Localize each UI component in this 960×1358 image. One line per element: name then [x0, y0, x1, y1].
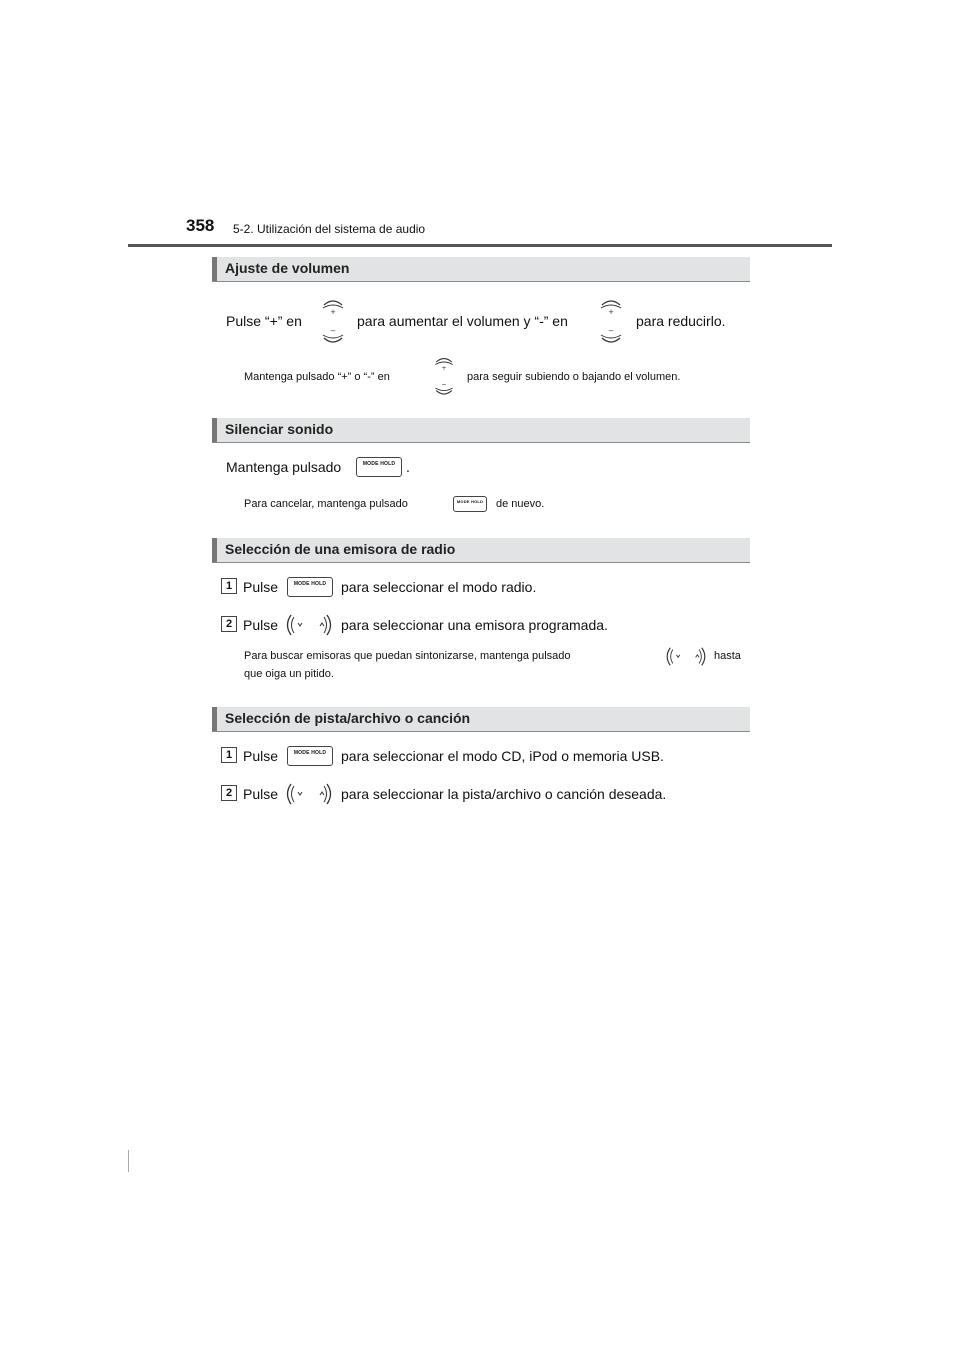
minus-icon: −: [441, 381, 447, 389]
radio-note-part3: que oiga un pitido.: [244, 668, 334, 680]
step-number: 2: [221, 616, 237, 632]
section-header-rule: [212, 562, 750, 563]
margin-mark: [128, 1150, 129, 1172]
plus-icon: +: [441, 364, 447, 372]
section-header-radio: [212, 538, 750, 562]
track-step2-part2: para seleccionar la pista/archivo o canción deseada.: [341, 786, 667, 802]
minus-icon: −: [608, 327, 614, 335]
section-header-silenciar: [212, 418, 750, 442]
volume-switch-icon: [318, 296, 348, 344]
mode-hold-button-icon: MODE HOLD: [287, 746, 333, 766]
section-header-label: Silenciar sonido: [225, 421, 334, 437]
section-header-label: Selección de pista/archivo o canción: [225, 710, 471, 726]
seek-switch-icon: [665, 646, 707, 667]
section-header-rule: [212, 731, 750, 732]
section-header-label: Selección de una emisora de radio: [225, 541, 456, 557]
radio-step1-part2: para seleccionar el modo radio.: [341, 579, 537, 595]
mute-instruction-part1: Mantenga pulsado: [226, 459, 342, 475]
section-header-label: Ajuste de volumen: [225, 260, 350, 276]
page-number: 358: [186, 216, 215, 235]
section-header-volumen: [212, 257, 750, 281]
radio-step2-part2: para seleccionar una emisora programada.: [341, 617, 608, 633]
plus-icon: +: [330, 308, 336, 316]
mute-instruction-part2: .: [406, 459, 410, 475]
radio-step1-part1: Pulse: [243, 579, 279, 595]
mute-note-part1: Para cancelar, mantenga pulsado: [244, 498, 408, 510]
section-title: 5-2. Utilización del sistema de audio: [233, 222, 426, 236]
step-number: 2: [221, 785, 237, 801]
volume-switch-icon: [596, 296, 626, 344]
section-header-rule: [212, 442, 750, 443]
volume-switch-icon: [431, 354, 457, 396]
volume-instruction-part2: para aumentar el volumen y “-” en: [357, 313, 568, 329]
step-number: 1: [221, 747, 237, 763]
section-header-rule: [212, 281, 750, 282]
volume-instruction-part1: Pulse “+” en: [226, 313, 302, 329]
radio-note-part1: Para buscar emisoras que puedan sintonizarse, mantenga pulsado: [244, 650, 571, 662]
volume-note-part2: para seguir subiendo o bajando el volumen.: [467, 371, 681, 383]
section-header-pista: [212, 707, 750, 731]
radio-note-part2: hasta: [714, 650, 741, 662]
radio-step2-part1: Pulse: [243, 617, 279, 633]
track-step2-part1: Pulse: [243, 786, 279, 802]
plus-icon: +: [608, 308, 614, 316]
volume-instruction-part3: para reducirlo.: [636, 313, 726, 329]
minus-icon: −: [330, 327, 336, 335]
mode-hold-button-icon: MODE HOLD: [356, 457, 402, 477]
volume-note-part1: Mantenga pulsado “+” o “-” en: [244, 371, 390, 383]
header-rule: [128, 244, 832, 247]
track-step1-part1: Pulse: [243, 748, 279, 764]
track-step1-part2: para seleccionar el modo CD, iPod o memoria USB.: [341, 748, 664, 764]
step-number: 1: [221, 578, 237, 594]
seek-switch-icon: [285, 613, 333, 637]
mode-hold-button-icon: MODE HOLD: [453, 496, 487, 512]
mute-note-part2: de nuevo.: [496, 498, 545, 510]
mode-hold-button-icon: MODE HOLD: [287, 577, 333, 597]
seek-switch-icon: [285, 782, 333, 806]
